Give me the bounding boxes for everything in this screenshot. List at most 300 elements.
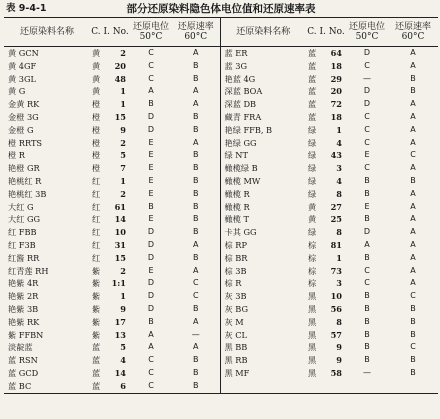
ci-number <box>306 290 346 303</box>
dye-name <box>220 175 306 188</box>
dye-name <box>4 175 90 188</box>
reduction-potential <box>130 354 172 367</box>
dye-name <box>220 137 306 150</box>
reduction-rate <box>388 316 438 329</box>
dye-name-text: 黑 BB <box>224 342 248 353</box>
table-row <box>4 252 438 265</box>
rate-value: C <box>410 291 416 301</box>
rate-value: A <box>410 48 416 57</box>
table-row <box>4 98 438 111</box>
dye-name <box>220 367 306 380</box>
ci-color: 棕 <box>308 265 317 276</box>
ci-color: 紫 <box>92 303 101 314</box>
rate-value: B <box>193 111 199 121</box>
ci-color: 红 <box>92 214 101 225</box>
potential-value: C <box>148 60 154 70</box>
rate-value: A <box>193 99 199 109</box>
dye-name-text: 黄 GCN <box>8 48 39 58</box>
dye-name <box>220 73 306 86</box>
ci-color: 绿 <box>308 137 317 148</box>
ci-color: 黄 <box>92 60 101 71</box>
rate-value: — <box>191 329 200 339</box>
reduction-potential <box>346 265 388 278</box>
reduction-rate <box>172 329 220 342</box>
dye-name <box>220 303 306 316</box>
ci-num: 61 <box>114 201 126 212</box>
ci-number <box>306 226 346 239</box>
rate-value: C <box>410 150 416 160</box>
ci-num: 15 <box>114 111 126 122</box>
table-row <box>4 239 438 252</box>
ci-color: 红 <box>92 227 101 238</box>
reduction-potential <box>130 73 172 86</box>
rate-value: B <box>410 86 416 96</box>
reduction-rate <box>388 341 438 354</box>
reduction-rate <box>172 213 220 226</box>
ci-num: 58 <box>330 367 342 378</box>
potential-value: C <box>148 380 154 390</box>
reduction-rate <box>388 162 438 175</box>
reduction-potential <box>346 329 388 342</box>
potential-value: C <box>364 60 370 70</box>
reduction-rate <box>388 213 438 226</box>
table-row <box>4 111 438 124</box>
ci-num: 9 <box>336 342 342 353</box>
ci-num: 6 <box>120 380 126 391</box>
ci-color: 橙 <box>92 111 101 122</box>
ci-num: 9 <box>120 303 126 314</box>
ci-num: 64 <box>330 48 342 58</box>
potential-value: D <box>147 291 155 301</box>
dye-name-text: 红青莲 RH <box>8 265 49 276</box>
ci-color: 绿 <box>308 188 317 199</box>
ci-number <box>90 111 130 124</box>
rate-value: B <box>193 252 199 262</box>
table-row <box>4 201 438 214</box>
reduction-rate <box>172 277 220 290</box>
ci-number <box>306 149 346 162</box>
dye-name-text: 红酱 RR <box>8 252 40 263</box>
potential-value: B <box>364 329 370 339</box>
ci-color: 黑 <box>308 329 317 340</box>
dye-name <box>4 354 90 367</box>
potential-value: A <box>148 342 154 352</box>
ci-num: 3 <box>336 278 342 289</box>
dye-name-text: 大红 G <box>8 201 34 212</box>
potential-value: E <box>148 137 154 147</box>
dye-name <box>220 290 306 303</box>
rate-value: B <box>410 316 416 326</box>
dye-name-text: 艳紫 4R <box>8 278 39 289</box>
table-row <box>4 290 438 303</box>
reduction-potential <box>130 162 172 175</box>
dye-name-text: 淡靛蓝 <box>8 342 33 353</box>
ci-color: 棕 <box>308 252 317 263</box>
ci-color: 黑 <box>308 367 317 378</box>
potential-value: B <box>364 342 370 352</box>
reduction-rate <box>172 73 220 86</box>
ci-num: 10 <box>330 291 342 302</box>
dye-name-text: 黄 4GF <box>8 60 37 71</box>
potential-value: B <box>148 99 154 109</box>
rate-value: B <box>193 380 199 390</box>
reduction-potential <box>346 290 388 303</box>
reduction-potential <box>346 341 388 354</box>
table-row <box>4 265 438 278</box>
potential-value: B <box>364 252 370 262</box>
rate-value: A <box>193 342 199 352</box>
ci-number <box>90 47 130 60</box>
ci-number <box>306 329 346 342</box>
table-row <box>4 329 438 342</box>
rate-value: A <box>410 201 416 211</box>
ci-number <box>306 188 346 201</box>
ci-color: 紫 <box>92 291 101 302</box>
reduction-potential <box>346 239 388 252</box>
reduction-potential <box>346 60 388 73</box>
table-row <box>4 277 438 290</box>
ci-num: 1:1 <box>111 278 126 289</box>
rate-value: A <box>410 60 416 70</box>
ci-number <box>90 367 130 380</box>
table-row <box>4 60 438 73</box>
reduction-rate <box>172 188 220 201</box>
ci-number <box>90 137 130 150</box>
header-rate-right: 还原速率 60°C <box>388 18 438 47</box>
reduction-potential <box>130 47 172 60</box>
table-row <box>4 341 438 354</box>
reduction-rate <box>172 239 220 252</box>
dye-name-text: 棕 BR <box>224 252 248 263</box>
dye-name-text: 橄榄 R <box>224 188 250 199</box>
ci-color: 紫 <box>92 265 101 276</box>
dye-name <box>220 239 306 252</box>
ci-number <box>306 239 346 252</box>
dye-name <box>220 354 306 367</box>
rate-value: B <box>193 150 199 160</box>
ci-number <box>306 47 346 60</box>
reduction-potential <box>346 47 388 60</box>
ci-num: 9 <box>336 355 342 366</box>
potential-value: E <box>148 214 154 224</box>
ci-color: 绿 <box>308 163 317 174</box>
ci-num: 18 <box>330 111 342 122</box>
table-title: 部分还原染料隐色体电位值和还原速率表 <box>126 3 316 15</box>
ci-color: 蓝 <box>308 111 317 122</box>
reduction-rate <box>388 175 438 188</box>
ci-color: 黑 <box>308 342 317 353</box>
potential-value: — <box>363 367 371 377</box>
dye-name <box>220 124 306 137</box>
table-row <box>4 85 438 98</box>
dye-name-text: 艳紫 3B <box>8 303 39 314</box>
ci-number <box>90 60 130 73</box>
potential-value: E <box>364 201 370 211</box>
reduction-rate <box>172 47 220 60</box>
ci-color: 绿 <box>308 150 317 161</box>
reduction-potential <box>346 303 388 316</box>
ci-color: 蓝 <box>92 380 101 391</box>
ci-num: 10 <box>114 227 126 238</box>
rate-value: A <box>410 137 416 147</box>
reduction-potential <box>130 380 172 393</box>
reduction-potential <box>130 60 172 73</box>
table-row <box>4 188 438 201</box>
rate-value: B <box>193 214 199 224</box>
ci-num: 1 <box>120 291 126 302</box>
ci-number <box>306 380 346 393</box>
reduction-potential <box>346 188 388 201</box>
table-row <box>4 303 438 316</box>
dye-name-text: 蓝 GCD <box>8 367 39 378</box>
ci-number <box>90 213 130 226</box>
dye-name-text: 黑 MF <box>224 367 250 378</box>
rate-value: B <box>410 303 416 313</box>
reduction-potential <box>130 277 172 290</box>
reduction-potential <box>130 98 172 111</box>
dye-name-text: 艳紫 RK <box>8 316 40 327</box>
rate-value: A <box>193 48 199 57</box>
ci-number <box>90 265 130 278</box>
ci-number <box>306 137 346 150</box>
potential-value: D <box>363 86 371 96</box>
ci-num: 31 <box>114 239 126 250</box>
reduction-rate <box>388 60 438 73</box>
reduction-potential <box>130 239 172 252</box>
dye-name-text: 金黄 RK <box>8 99 40 110</box>
potential-value: B <box>364 175 370 185</box>
reduction-potential <box>346 277 388 290</box>
reduction-rate <box>388 290 438 303</box>
ci-color: 紫 <box>92 316 101 327</box>
ci-color: 黑 <box>308 355 317 366</box>
reduction-rate <box>388 124 438 137</box>
rate-value: A <box>193 86 199 96</box>
ci-color: 蓝 <box>92 342 101 353</box>
ci-num: 17 <box>114 316 126 327</box>
dye-name-text: 艳橙 GR <box>8 163 40 174</box>
dye-name-text: 棕 RP <box>224 239 247 250</box>
dye-name-text: 橙 R <box>8 150 25 161</box>
ci-number <box>90 252 130 265</box>
ci-num: 9 <box>120 124 126 135</box>
dye-name <box>4 265 90 278</box>
dye-name-text: 藏青 FRA <box>224 111 262 122</box>
dye-potential-table <box>4 17 438 394</box>
potential-value: B <box>148 201 154 211</box>
reduction-rate <box>172 149 220 162</box>
dye-name <box>4 98 90 111</box>
ci-number <box>90 124 130 137</box>
ci-color: 橙 <box>92 124 101 135</box>
reduction-rate <box>388 329 438 342</box>
rate-value: B <box>193 303 199 313</box>
dye-name-text: 深蓝 BOA <box>224 86 263 97</box>
ci-num: 73 <box>330 265 342 276</box>
ci-color: 紫 <box>92 278 101 289</box>
ci-number <box>90 98 130 111</box>
dye-name <box>220 380 306 393</box>
dye-name <box>4 60 90 73</box>
dye-name <box>4 329 90 342</box>
potential-value: D <box>363 99 371 109</box>
dye-name-text: 灰 M <box>224 316 244 327</box>
rate-value: B <box>193 124 199 134</box>
ci-num: 5 <box>120 342 126 353</box>
table-body <box>4 47 438 394</box>
potential-value: D <box>147 239 155 249</box>
rate-value: A <box>410 265 416 275</box>
ci-number <box>90 188 130 201</box>
dye-name <box>220 277 306 290</box>
header-ci-right: C. I. No. <box>306 18 346 47</box>
reduction-rate <box>388 188 438 201</box>
ci-num: 3 <box>336 163 342 174</box>
dye-name <box>220 111 306 124</box>
reduction-rate <box>172 60 220 73</box>
ci-number <box>90 73 130 86</box>
rate-value: B <box>410 329 416 339</box>
reduction-potential <box>130 316 172 329</box>
reduction-potential <box>130 226 172 239</box>
dye-name <box>4 137 90 150</box>
ci-number <box>90 354 130 367</box>
header-name-right: 还原染料名称 <box>220 18 306 47</box>
dye-name <box>4 380 90 393</box>
reduction-rate <box>172 252 220 265</box>
potential-value: E <box>148 175 154 185</box>
header-ci-left: C. I. No. <box>90 18 130 47</box>
dye-name <box>220 329 306 342</box>
ci-number <box>306 213 346 226</box>
reduction-rate <box>172 354 220 367</box>
reduction-potential <box>130 124 172 137</box>
reduction-rate <box>172 226 220 239</box>
ci-num: 1 <box>120 86 126 97</box>
reduction-potential <box>130 85 172 98</box>
table-row <box>4 162 438 175</box>
reduction-potential <box>346 380 388 393</box>
rate-value: B <box>193 227 199 237</box>
ci-color: 棕 <box>308 239 317 250</box>
rate-value: C <box>192 278 199 288</box>
table-row <box>4 73 438 86</box>
reduction-potential <box>346 226 388 239</box>
dye-name-text: 大红 GG <box>8 214 41 225</box>
ci-num: 48 <box>114 73 126 84</box>
potential-value: B <box>364 316 370 326</box>
potential-value: D <box>363 48 371 57</box>
rate-value: B <box>410 367 416 377</box>
reduction-potential <box>346 124 388 137</box>
dye-name-text: 艳桃红 3B <box>8 188 47 199</box>
ci-color: 蓝 <box>92 367 101 378</box>
reduction-potential <box>346 201 388 214</box>
ci-number <box>306 367 346 380</box>
dye-name <box>4 149 90 162</box>
reduction-potential <box>346 85 388 98</box>
potential-value: D <box>147 303 155 313</box>
ci-num: 81 <box>330 239 342 250</box>
reduction-rate <box>388 111 438 124</box>
header-name-left: 还原染料名称 <box>4 18 90 47</box>
rate-value: A <box>410 239 416 249</box>
potential-value: A <box>148 86 154 96</box>
dye-name-text: 艳紫 2R <box>8 291 39 302</box>
dye-name-text: 红 F3B <box>8 239 36 250</box>
ci-num: 8 <box>336 227 342 238</box>
potential-value: B <box>364 355 370 365</box>
ci-number <box>306 341 346 354</box>
rate-value: A <box>410 278 416 288</box>
reduction-rate <box>388 239 438 252</box>
ci-num: 13 <box>114 329 126 340</box>
dye-name-text: 蓝 RSN <box>8 355 38 366</box>
ci-num: 8 <box>336 316 342 327</box>
ci-color: 蓝 <box>92 355 101 366</box>
ci-color: 红 <box>92 188 101 199</box>
ci-number <box>90 175 130 188</box>
reduction-rate <box>388 303 438 316</box>
ci-number <box>90 162 130 175</box>
dye-name <box>4 226 90 239</box>
potential-value: D <box>147 111 155 121</box>
ci-number <box>306 201 346 214</box>
reduction-rate <box>172 367 220 380</box>
ci-num: 20 <box>114 60 126 71</box>
rate-value: B <box>193 60 199 70</box>
reduction-potential <box>346 354 388 367</box>
ci-color: 黑 <box>308 316 317 327</box>
reduction-rate <box>388 252 438 265</box>
reduction-rate <box>172 303 220 316</box>
dye-name <box>220 265 306 278</box>
dye-name <box>220 98 306 111</box>
ci-number <box>306 277 346 290</box>
ci-number <box>306 111 346 124</box>
dye-name-text: 深蓝 DB <box>224 99 257 110</box>
table-number: 表 9-4-1 <box>6 3 47 14</box>
reduction-rate <box>172 201 220 214</box>
rate-value: B <box>193 355 199 365</box>
dye-name-text: 棕 3B <box>224 265 247 276</box>
potential-value: C <box>364 124 370 134</box>
dye-name <box>4 85 90 98</box>
ci-num: 72 <box>330 99 342 110</box>
reduction-rate <box>388 73 438 86</box>
reduction-potential <box>346 137 388 150</box>
ci-number <box>306 316 346 329</box>
reduction-rate <box>388 47 438 60</box>
dye-name <box>220 47 306 60</box>
dye-name-text: 灰 3B <box>224 291 247 302</box>
table-row <box>4 367 438 380</box>
ci-num: 29 <box>330 73 342 84</box>
ci-number <box>306 98 346 111</box>
ci-num: 1 <box>336 124 342 135</box>
potential-value: E <box>148 150 154 160</box>
table-row <box>4 137 438 150</box>
reduction-potential <box>346 149 388 162</box>
ci-number <box>90 239 130 252</box>
reduction-potential <box>130 252 172 265</box>
dye-name <box>4 162 90 175</box>
ci-color: 黄 <box>308 201 317 212</box>
reduction-potential <box>130 137 172 150</box>
dye-name <box>4 277 90 290</box>
ci-num: 57 <box>330 329 342 340</box>
reduction-rate <box>172 290 220 303</box>
